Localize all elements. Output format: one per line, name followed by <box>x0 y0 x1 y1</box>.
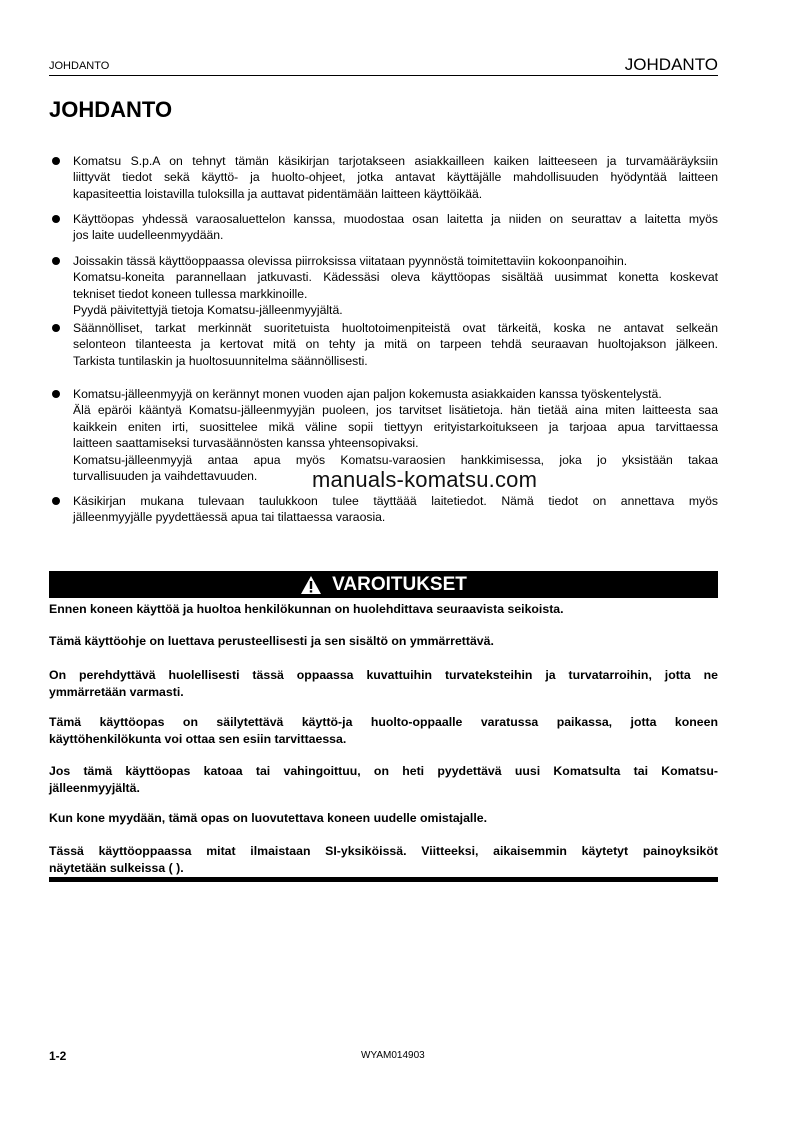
text-line: kaikkein eniten irti, suosittelee mikä väline sopii tiettyyn erityistarkoitukseen ja tarjoaa apua tarvittaessa <box>73 419 718 434</box>
text-line: tekniset tiedot koneen tullessa markkinoille. <box>73 286 308 301</box>
text-line: Joissakin tässä käyttöoppaassa olevissa piirroksissa viitataan pyynnöstä toimitettaviin kokoonpanoihin. <box>73 254 628 268</box>
text-line: liittyvät tiedot sekä käyttö- ja huolto-ohjeet, jotka antavat käyttäjälle mahdollisuuden hyödyntää laitteen <box>73 170 718 185</box>
text-line: Tämä käyttöopas on säilytettävä käyttö-ja huolto-oppaalle varatussa paikassa, jotta koneen <box>49 715 718 729</box>
text-line: Tämä käyttöohje on luettava perusteellisesti ja sen sisältö on ymmärrettävä. <box>49 634 494 648</box>
text-line: selonteon tilanteesta ja kertovat mitä on tehty ja mitä on tarpeen tehdä seuraavan huoltojakson jälkeen. <box>73 337 718 352</box>
text-line: Komatsu S.p.A on tehnyt tämän käsikirjan tarjotakseen asiakkailleen kaiken laitteeseen ja turvamääräyksiin <box>73 154 718 168</box>
watermark: manuals-komatsu.com <box>312 467 538 492</box>
text-line: Komatsu-koneita parannellaan jatkuvasti. Kädessäsi oleva käyttöopas sisältää uusimmat konetta koskevat <box>73 270 718 285</box>
warning-paragraph <box>49 667 718 700</box>
text-line: Komatsu-jälleenmyyjä on kerännyt monen vuoden ajan paljon kokemusta asiakkaiden kanssa työskentelystä. <box>73 387 662 401</box>
warnings-title: VAROITUKSET <box>332 573 467 595</box>
bullet-icon <box>52 497 60 505</box>
warnings-bottom-rule <box>49 877 718 882</box>
text-line: käyttöhenkilökunta voi ottaa sen esiin tarvittaessa. <box>49 731 347 746</box>
text-line: laitteen saattamiseksi turvasäännösten kanssa yhteensopivaksi. <box>73 436 419 451</box>
header-divider <box>49 75 718 76</box>
warning-paragraph <box>49 633 718 650</box>
text-line: Kun kone myydään, tämä opas on luovutettava koneen uudelle omistajalle. <box>49 811 488 825</box>
text-line: turvallisuuden ja vaihdettavuuden. <box>73 469 258 484</box>
text-line: Säännölliset, tarkat merkinnät suoritetuista huoltotoimenpiteistä ovat tärkeitä, koska ne antavat selkeän <box>73 321 718 335</box>
warnings-banner <box>49 571 718 598</box>
page-number: 1-2 <box>49 1049 67 1063</box>
text-line: Käsikirjan mukana tulevaan taulukkoon tulee täyttäää laitetiedot. Nämä tiedot on annettava myös <box>73 494 718 508</box>
bullet-paragraph <box>73 320 718 369</box>
bullet-icon <box>52 390 60 398</box>
bullet-paragraph <box>73 493 718 526</box>
bullet-icon <box>52 257 60 265</box>
text-line: näytetään sulkeissa ( ). <box>49 860 184 875</box>
text-line: jälleenmyyjältä. <box>49 780 140 795</box>
text-line: On perehdyttävä huolellisesti tässä oppaassa kuvattuihin turvateksteihin ja turvatarroihin, jotta ne <box>49 668 718 682</box>
text-line: jälleenmyyjälle pyydettäessä apua tai tilattaessa varaosia. <box>73 510 386 525</box>
text-line: Älä epäröi kääntyä Komatsu-jälleenmyyjän puoleen, jos tarvitset lisätietoja. hän tietää aina miten laitteesta saa <box>73 403 718 418</box>
bullet-paragraph <box>73 253 718 319</box>
text-line: Jos tämä käyttöopas katoaa tai vahingoittuu, on heti pyydettävä uusi Komatsulta tai Komatsu- <box>49 764 718 778</box>
document-code: WYAM014903 <box>361 1050 425 1061</box>
bullet-paragraph <box>73 211 718 244</box>
bullet-icon <box>52 215 60 223</box>
header-chapter-title: JOHDANTO <box>624 55 718 74</box>
warning-paragraph <box>49 763 718 796</box>
text-line: Tässä käyttöoppaassa mitat ilmaistaan SI-yksiköissä. Viitteeksi, aikaisemmin käytetyt painoyksiköt <box>49 844 718 858</box>
text-line: Komatsu-jälleenmyyjä antaa apua myös Komatsu-varaosien hankkimisessa, joka jo yksistään takaa <box>73 452 718 467</box>
bullet-icon <box>52 157 60 165</box>
text-line: Ennen koneen käyttöä ja huoltoa henkilökunnan on huolehdittava seuraavista seikoista. <box>49 602 564 616</box>
text-line: jos laite uudelleenmyydään. <box>73 228 224 243</box>
page-title: JOHDANTO <box>49 97 173 122</box>
warning-paragraph <box>49 810 718 827</box>
bullet-icon <box>52 324 60 332</box>
header-section-label: JOHDANTO <box>49 60 110 72</box>
warning-paragraph <box>49 714 718 747</box>
bullet-paragraph <box>73 153 718 202</box>
warning-paragraph <box>49 843 718 876</box>
text-line: ymmärretään varmasti. <box>49 684 184 699</box>
warning-triangle-icon <box>300 575 322 595</box>
text-line: Tarkista tuntilaskin ja huoltosuunnitelma säännöllisesti. <box>73 353 368 368</box>
text-line: Käyttöopas yhdessä varaosaluettelon kanssa, muodostaa osan laitetta ja niiden on seurattav a laitetta myös <box>73 212 718 226</box>
text-line: kapasiteettia loistavilla tuloksilla ja auttavat pidentämään laitteen käyttöikää. <box>73 186 483 201</box>
text-line: Pyydä päivitettyjä tietoja Komatsu-jälleenmyyjältä. <box>73 303 343 318</box>
warning-paragraph <box>49 601 718 618</box>
